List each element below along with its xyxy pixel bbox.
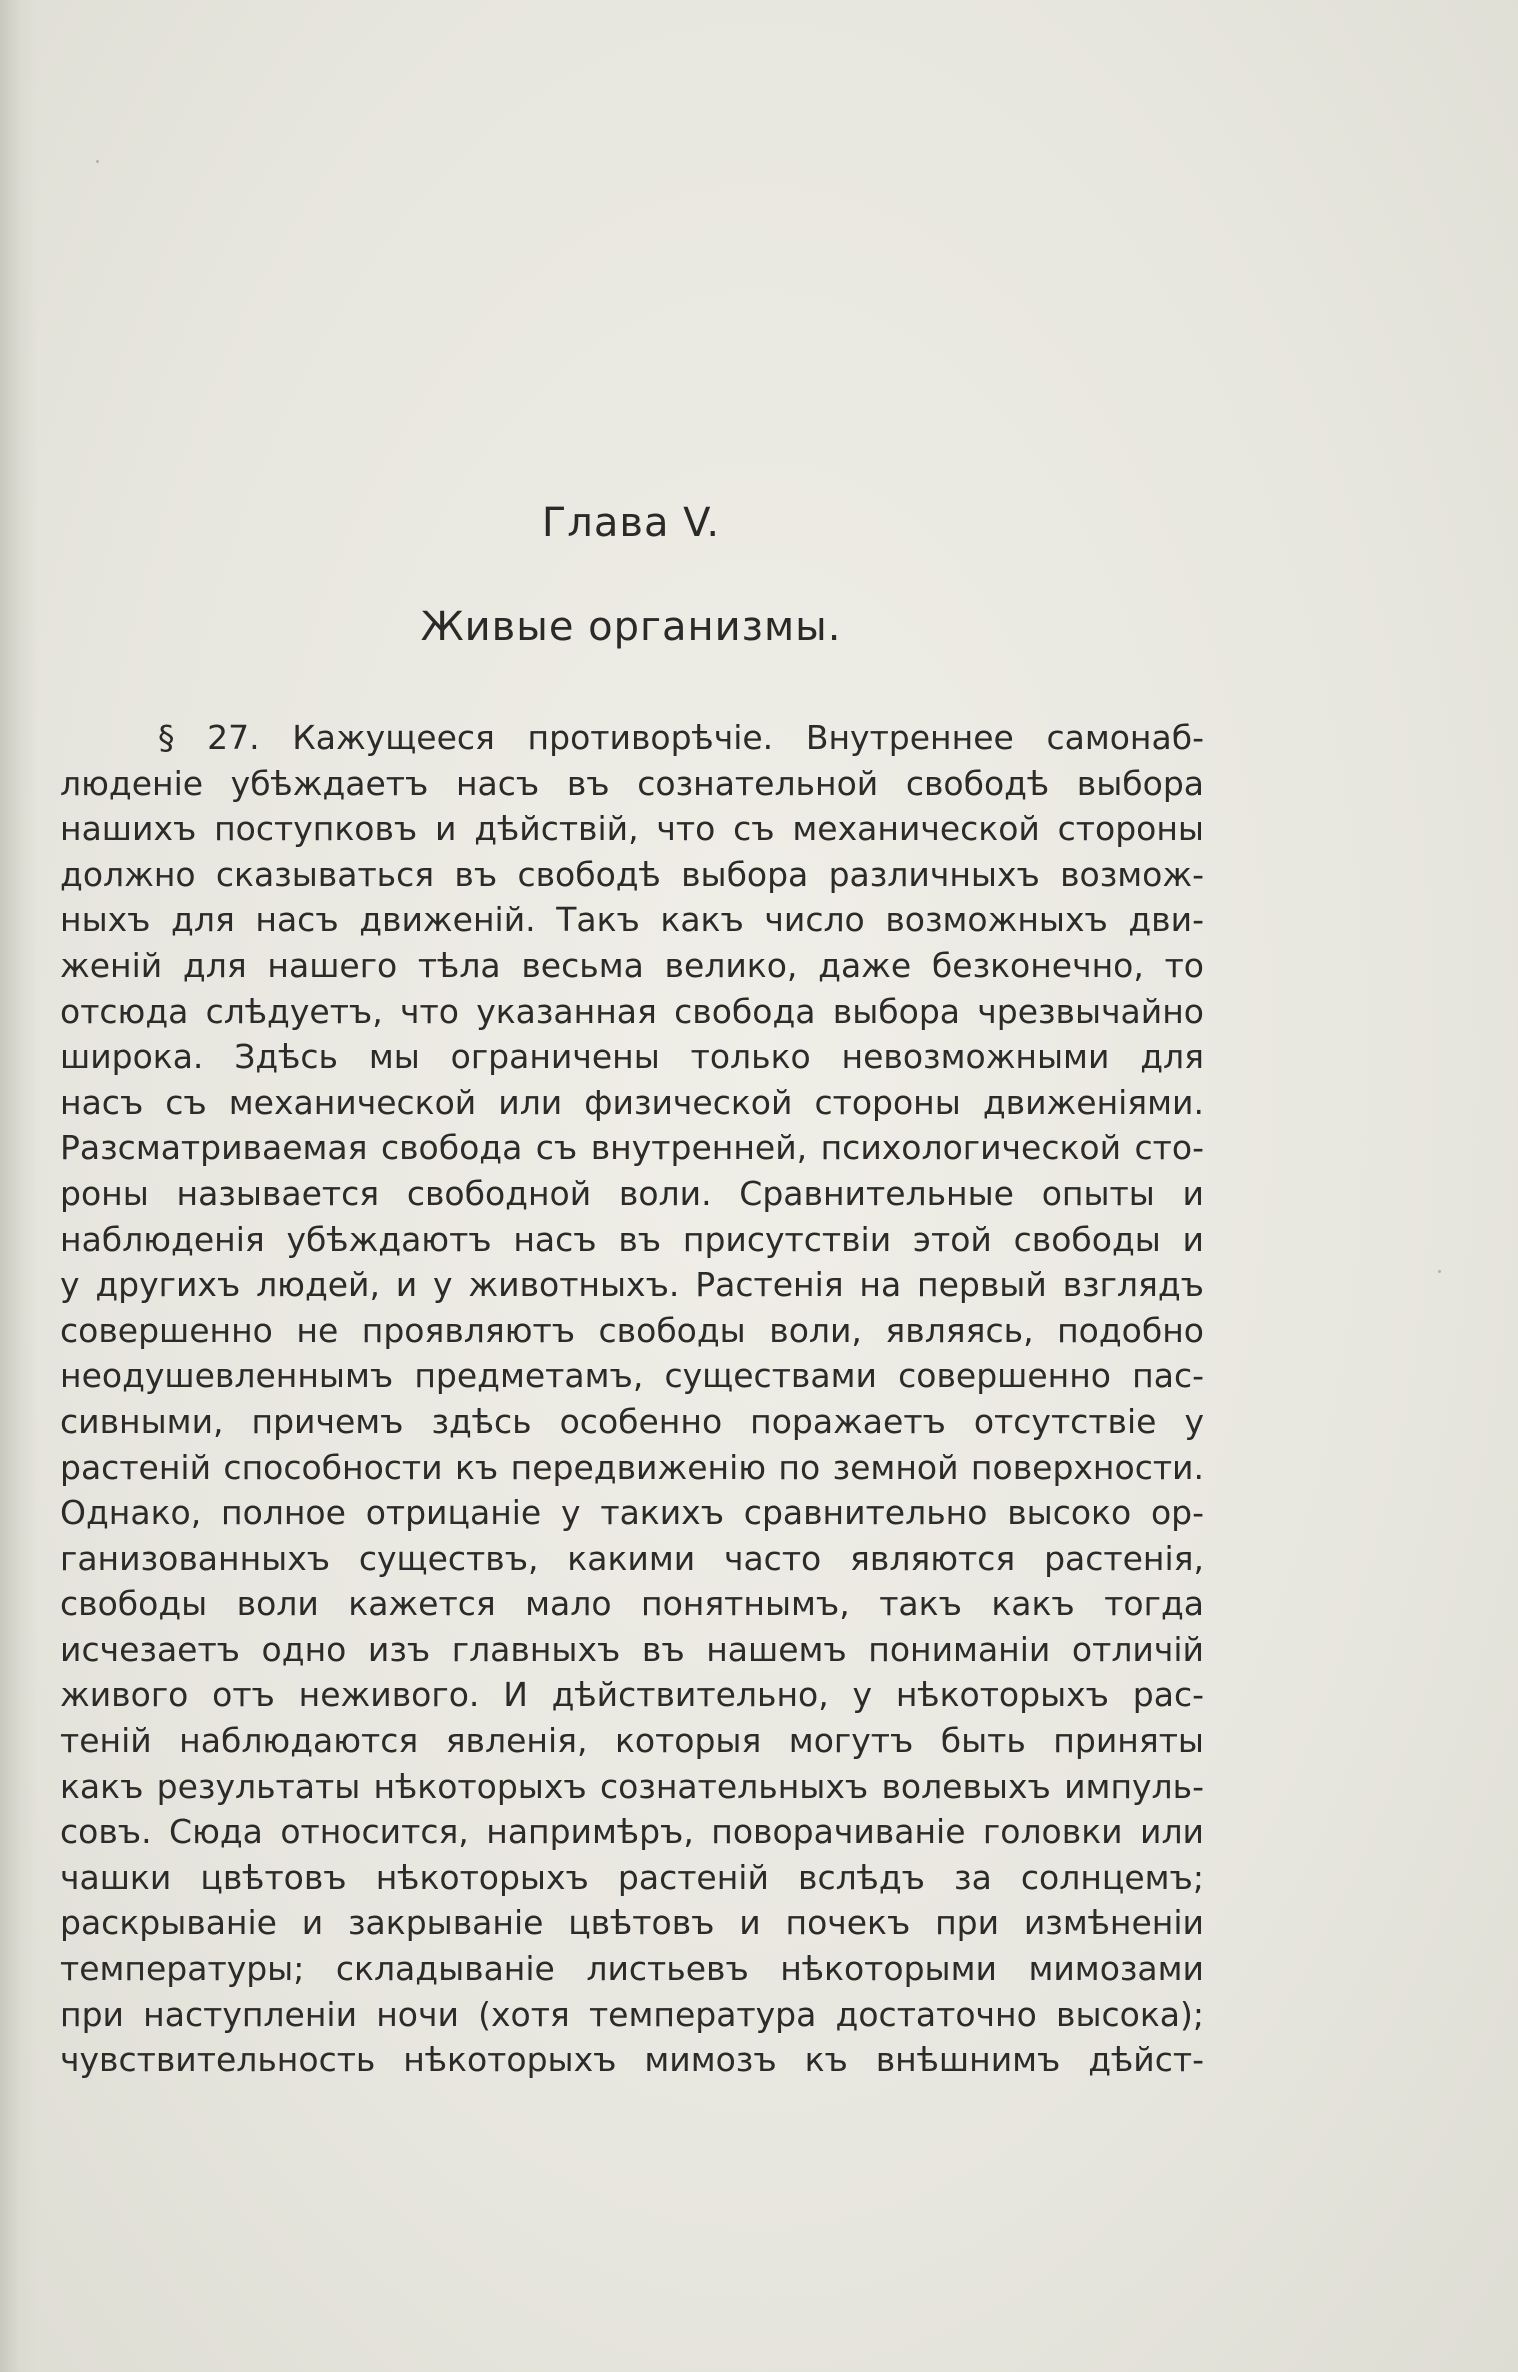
text-line: насъ съ механической или физической стороны движеніями. [60, 1082, 1204, 1122]
text-line: какъ результаты нѣкоторыхъ сознательныхъ волевыхъ импуль- [60, 1766, 1204, 1806]
text-line: живого отъ неживого. И дѣйствительно, у нѣкоторыхъ рас- [60, 1675, 1204, 1715]
text-line: люденіе убѣждаетъ насъ въ сознательной свободѣ выбора [60, 763, 1204, 803]
text-line: ныхъ для насъ движеній. Такъ какъ число возможныхъ дви- [60, 900, 1204, 940]
text-line: совъ. Сюда относится, напримѣръ, поворачиваніе головки или [60, 1812, 1204, 1852]
text-line: теній наблюдаются явленія, которыя могутъ быть приняты [60, 1721, 1204, 1761]
text-line: температуры; складываніе листьевъ нѣкоторыми мимозами [60, 1949, 1204, 1989]
text-line: должно сказываться въ свободѣ выбора различныхъ возмож- [60, 854, 1204, 894]
text-line: наблюденія убѣждаютъ насъ въ присутствіи этой свободы и [60, 1219, 1204, 1259]
paper-speck [1438, 1270, 1441, 1273]
paragraph-lead: § 27. Кажущееся противорѣчіе. [158, 718, 774, 757]
text-line: женій для нашего тѣла весьма велико, даже безконечно, то [60, 945, 1204, 985]
text-line: свободы воли кажется мало понятнымъ, такъ какъ тогда [60, 1584, 1204, 1624]
text-line: широка. Здѣсь мы ограничены только невозможными для [60, 1037, 1204, 1077]
chapter-title: Глава V. [541, 500, 721, 546]
text-line: сивными, причемъ здѣсь особенно поражаетъ отсутствіе у [60, 1401, 1204, 1441]
text-line: чувствительность нѣкоторыхъ мимозъ къ внѣшнимъ дѣйст- [60, 2040, 1204, 2080]
chapter-heading: Живые организмы. [420, 604, 842, 650]
text-line: роны называется свободной воли. Сравнительные опыты и [60, 1173, 1204, 1213]
text-line: при наступленіи ночи (хотя температура достаточно высока); [60, 1994, 1204, 2034]
text-line: ганизованныхъ существъ, какими часто являются растенія, [60, 1538, 1204, 1578]
text-line: совершенно не проявляютъ свободы воли, являясь, подобно [60, 1310, 1204, 1350]
text-line: нашихъ поступковъ и дѣйствій, что съ механической стороны [60, 809, 1204, 849]
text-line: растеній способности къ передвиженію по земной поверхности. [60, 1447, 1204, 1487]
text-line: Внутреннее самонаб- [805, 718, 1204, 757]
text-line: у другихъ людей, и у животныхъ. Растенія на первый взглядъ [60, 1265, 1204, 1305]
text-line: Разсматриваемая свобода съ внутренней, психологической сто- [60, 1128, 1204, 1168]
text-line-first [60, 715, 1204, 761]
text-line: раскрываніе и закрываніе цвѣтовъ и почекъ при измѣненіи [60, 1903, 1204, 1943]
paper-speck [96, 160, 99, 163]
text-line: неодушевленнымъ предметамъ, существами совершенно пас- [60, 1356, 1204, 1396]
text-line: чашки цвѣтовъ нѣкоторыхъ растеній вслѣдъ за солнцемъ; [60, 1857, 1204, 1897]
page-edge-shadow [0, 0, 38, 2372]
text-line: исчезаетъ одно изъ главныхъ въ нашемъ пониманіи отличій [60, 1629, 1204, 1669]
text-line: Однако, полное отрицаніе у такихъ сравнительно высоко ор- [60, 1493, 1204, 1533]
paragraph-body [60, 715, 1204, 2083]
text-line: отсюда слѣдуетъ, что указанная свобода выбора чрезвычайно [60, 991, 1204, 1031]
